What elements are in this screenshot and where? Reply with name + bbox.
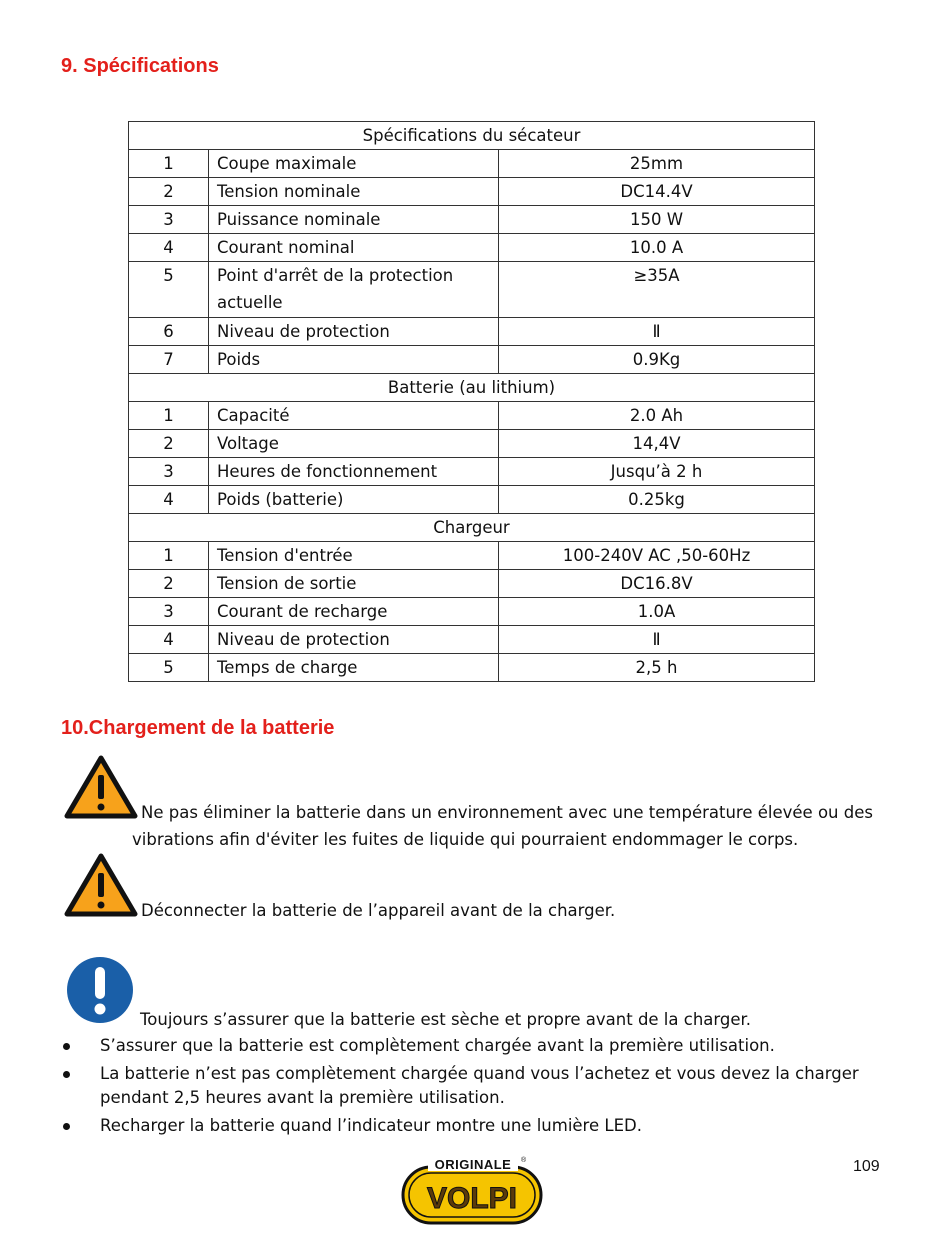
warning-triangle-icon [64,755,138,819]
section-title: Chargeur [129,514,815,542]
row-number: 4 [129,234,209,262]
table-row [129,234,815,262]
row-number: 4 [129,486,209,514]
row-number: 1 [129,542,209,570]
table-row [129,626,815,654]
row-label: Temps de charge [209,654,499,682]
row-value: 10.0 A [499,234,815,262]
row-number: 3 [129,206,209,234]
table-row [129,598,815,626]
table-section-header [129,374,815,402]
row-label: Tension de sortie [209,570,499,598]
row-number: 1 [129,150,209,178]
list-item: Recharger la batterie quand l’indicateur montre une lumière LED. [61,1114,891,1138]
table-section-header [129,122,815,150]
row-label: Heures de fonctionnement [209,458,499,486]
row-value: 0.9Kg [499,346,815,374]
row-value: DC14.4V [499,178,815,206]
row-value: DC16.8V [499,570,815,598]
row-number: 2 [129,430,209,458]
row-label: Voltage [209,430,499,458]
warning-text-1 [132,799,892,853]
list-item: La batterie n’est pas complètement chargée quand vous l’achetez et vous devez la charger pendant 2,5 heures avant la première utilisation. [61,1062,891,1110]
table-row [129,346,815,374]
row-value: 150 W [499,206,815,234]
row-label: Niveau de protection [209,626,499,654]
section-title: Batterie (au lithium) [129,374,815,402]
row-value: 14,4V [499,430,815,458]
table-row [129,654,815,682]
row-label: Poids [209,346,499,374]
row-value: Ⅱ [499,626,815,654]
row-label: Tension nominale [209,178,499,206]
section-9-heading: 9. Spécifications [61,55,219,77]
list-item: S’assurer que la batterie est complètement chargée avant la première utilisation. [61,1034,891,1058]
row-value: 2,5 h [499,654,815,682]
mandatory-info-icon [66,956,134,1024]
row-number: 2 [129,570,209,598]
table-row [129,150,815,178]
row-label: Capacité [209,402,499,430]
section-title: Spécifications du sécateur [129,122,815,150]
table-row [129,570,815,598]
row-label: Poids (batterie) [209,486,499,514]
page-number: 109 [853,1158,880,1175]
instruction-list [61,1034,891,1142]
row-number: 5 [129,654,209,682]
section-10-heading: 10.Chargement de la batterie [61,717,335,739]
row-label: Puissance nominale [209,206,499,234]
row-number: 3 [129,458,209,486]
row-label: Niveau de protection [209,318,499,346]
info-text: Toujours s’assurer que la batterie est sèche et propre avant de la charger. [140,1010,752,1029]
row-value: 100-240V AC ,50-60Hz [499,542,815,570]
row-label: Coupe maximale [209,150,499,178]
table-row [129,262,815,318]
table-row [129,318,815,346]
table-section-header [129,514,815,542]
table-row [129,206,815,234]
row-number: 7 [129,346,209,374]
logo-main-text: VOLPI [426,1182,518,1215]
row-label: Courant nominal [209,234,499,262]
row-value: Jusqu’à 2 h [499,458,815,486]
table-row [129,542,815,570]
row-value: 2.0 Ah [499,402,815,430]
row-number: 6 [129,318,209,346]
warning-text-2: Déconnecter la batterie de l’appareil avant de la charger. [141,901,616,920]
warning-triangle-icon [64,853,138,917]
row-label: Point d'arrêt de la protection actuelle [209,262,499,318]
row-value: 25mm [499,150,815,178]
logo-top-text: ORIGINALE [434,1157,512,1172]
specifications-table [128,121,815,682]
row-value: ≥35A [499,262,815,318]
row-value: 1.0A [499,598,815,626]
table-row [129,402,815,430]
warning-text-1-line-2: vibrations afin d'éviter les fuites de liquide qui pourraient endommager le corps. [132,830,799,849]
table-row [129,430,815,458]
logo-registered-mark: ® [521,1157,527,1164]
volpi-logo [400,1153,544,1227]
row-label: Tension d'entrée [209,542,499,570]
row-number: 4 [129,626,209,654]
table-row [129,458,815,486]
row-number: 1 [129,402,209,430]
row-label: Courant de recharge [209,598,499,626]
row-number: 3 [129,598,209,626]
row-value: 0.25kg [499,486,815,514]
row-number: 5 [129,262,209,318]
table-row [129,486,815,514]
warning-text-1-line-1: Ne pas éliminer la batterie dans un environnement avec une température élevée ou des [141,803,873,822]
row-number: 2 [129,178,209,206]
row-value: Ⅱ [499,318,815,346]
table-row [129,178,815,206]
